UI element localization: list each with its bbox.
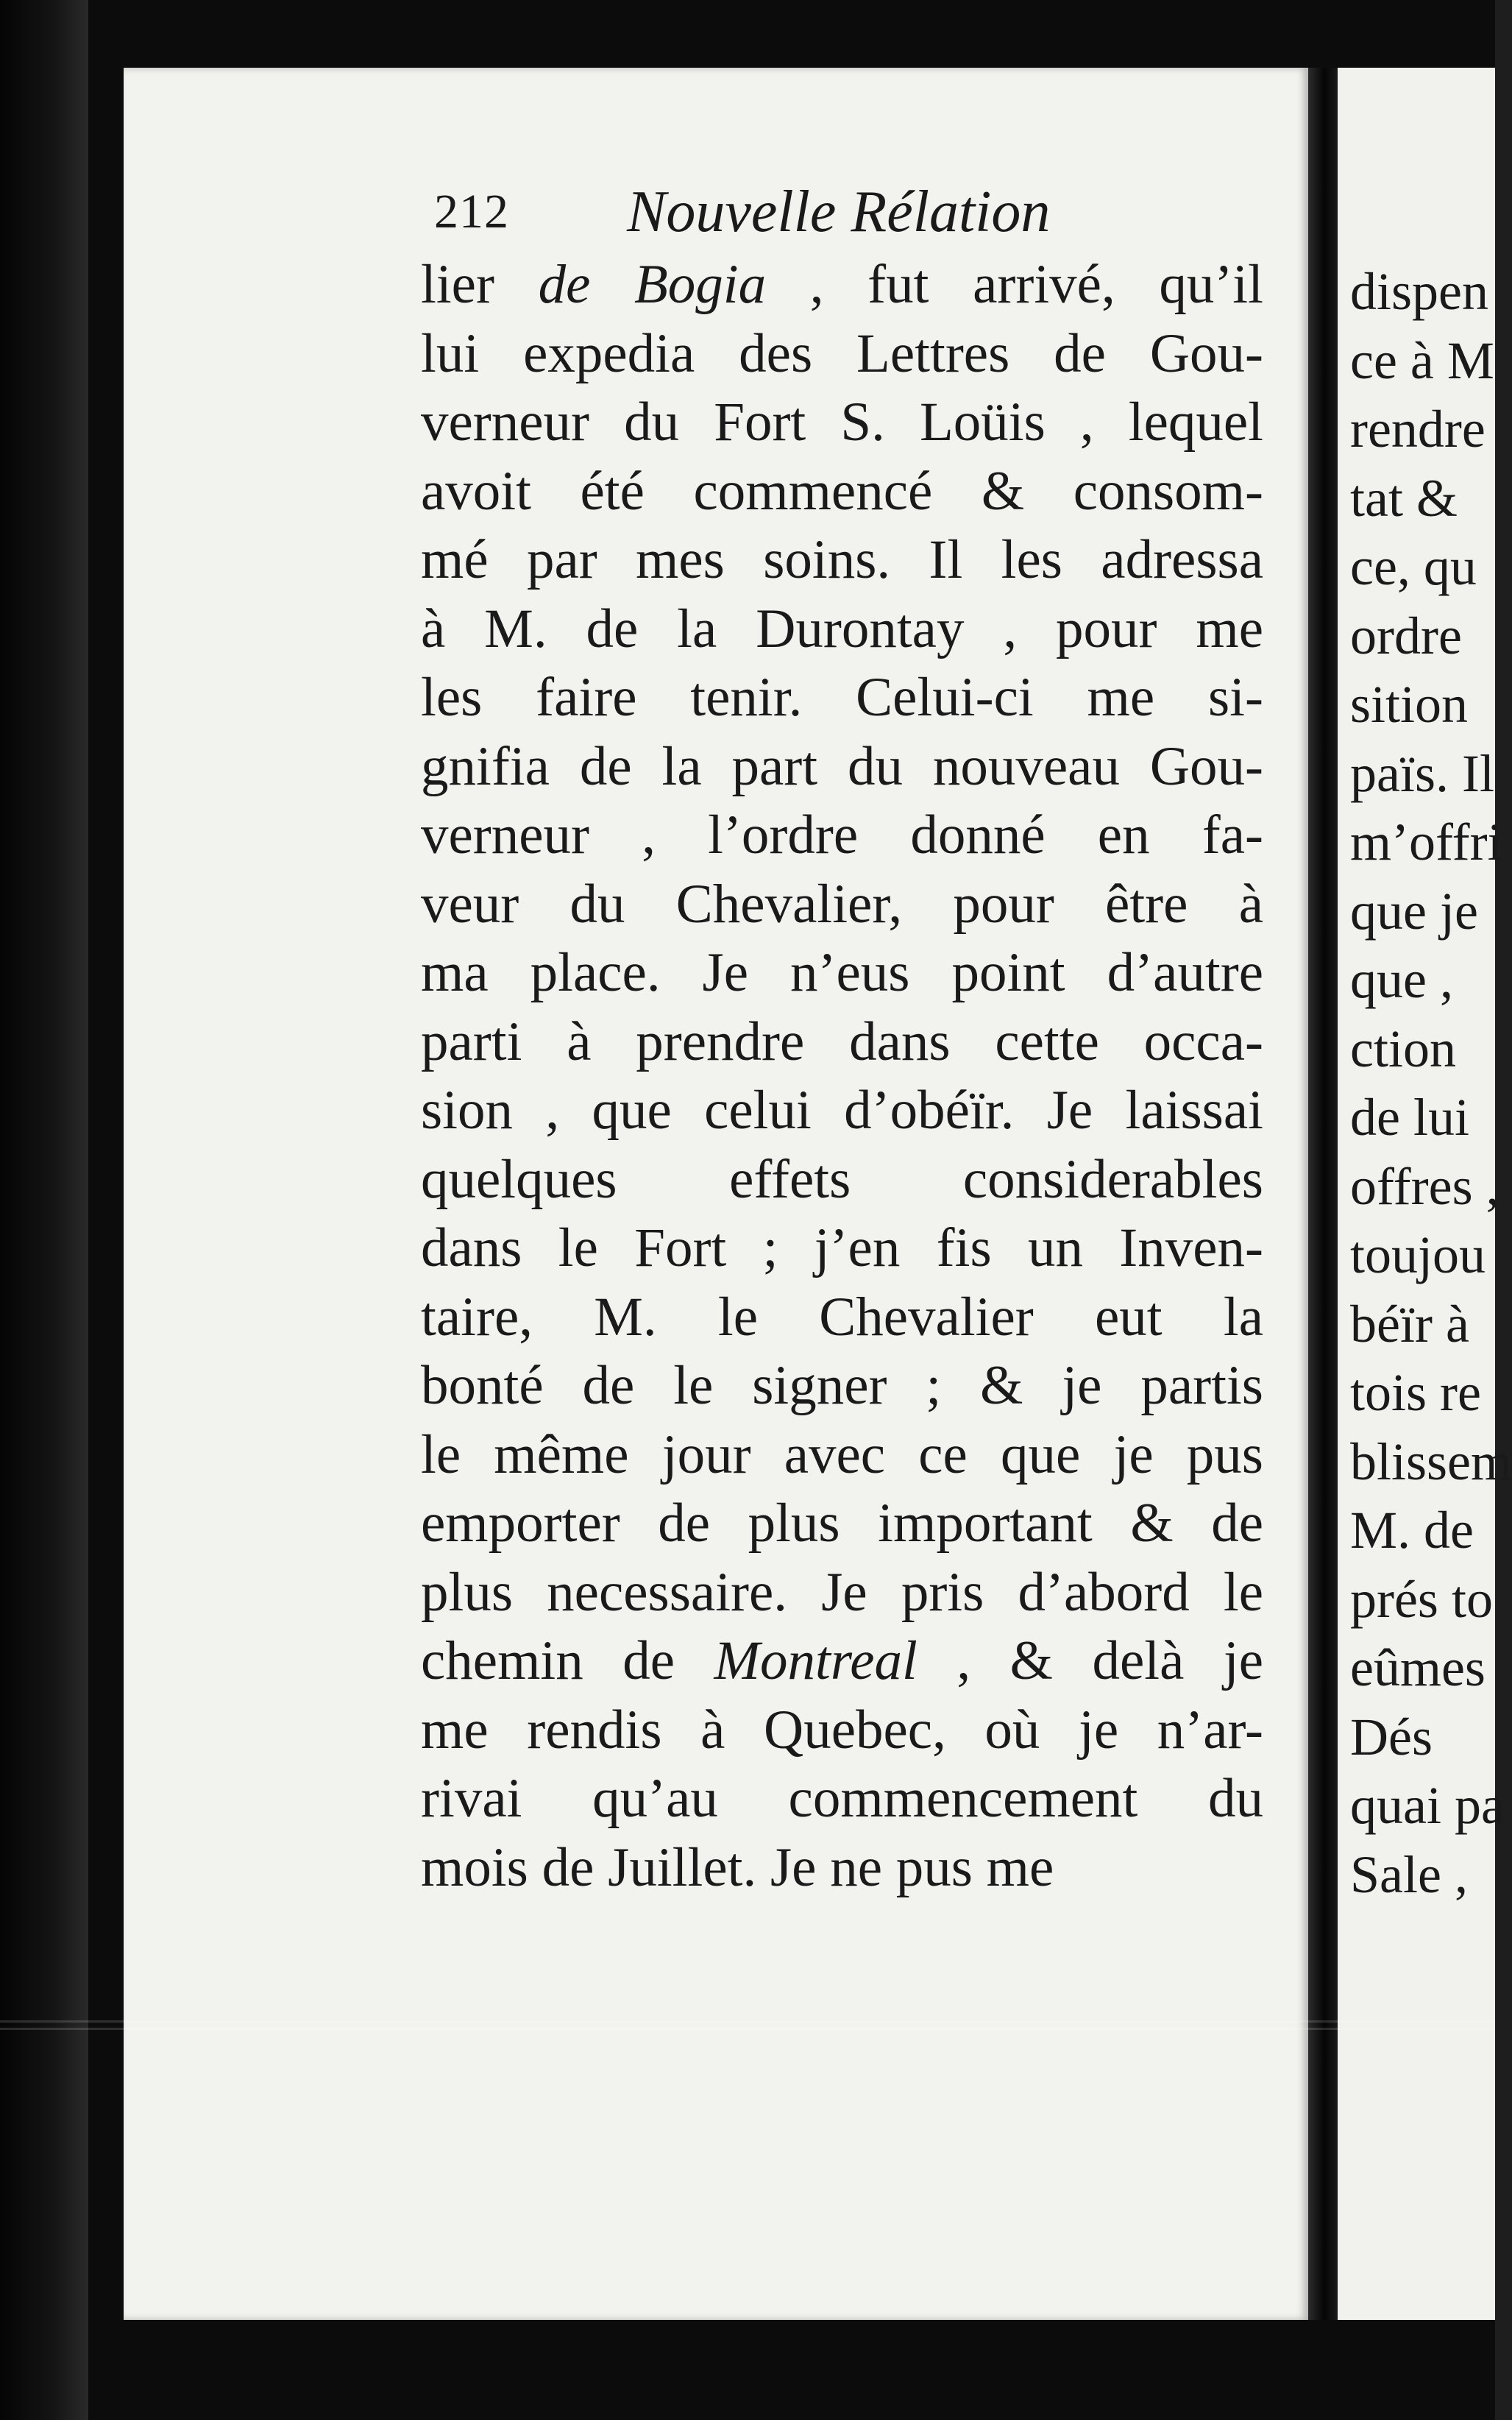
text-line <box>421 1214 1263 1283</box>
text-line: eûmes <box>1350 1638 1486 1697</box>
text-segment: sion , que celui d’obéïr. Je laissai <box>421 1080 1263 1141</box>
text-line: blissem <box>1350 1432 1512 1491</box>
text-segment: emporter de plus important & de <box>421 1493 1263 1554</box>
text-line <box>421 870 1263 939</box>
text-line: tois re <box>1350 1363 1481 1422</box>
text-segment: avoit été commencé & consom- <box>421 460 1263 522</box>
text-segment: lier <box>421 254 539 315</box>
text-segment: bonté de le signer ; & je partis <box>421 1355 1263 1416</box>
text-segment: veur du Chevalier, pour être à <box>421 873 1263 935</box>
text-line <box>421 1627 1263 1696</box>
text-segment: parti à prendre dans cette occa- <box>421 1011 1263 1072</box>
text-segment: les faire tenir. Celui-ci me si- <box>421 667 1263 728</box>
text-line <box>421 1833 1263 1903</box>
text-line: M. de <box>1350 1501 1474 1560</box>
text-line: païs. Il <box>1350 743 1494 803</box>
text-segment: lui expedia des Lettres de Gou- <box>421 322 1263 384</box>
scan-artifact-line <box>0 2020 1495 2023</box>
text-line <box>421 1696 1263 1765</box>
text-line <box>421 1489 1263 1558</box>
book-edge-shadow <box>0 0 88 2420</box>
text-segment: , & delà je <box>917 1630 1263 1691</box>
running-title: Nouvelle Rélation <box>627 180 1051 244</box>
text-line: toujou <box>1350 1225 1486 1284</box>
text-segment: verneur du Fort S. Loüis , lequel <box>421 392 1263 453</box>
text-segment: dans le Fort ; j’en fis un Inven- <box>421 1217 1263 1278</box>
text-line <box>421 595 1263 664</box>
text-segment: à M. de la Durontay , pour me <box>421 598 1263 659</box>
text-segment: quelques effets considerables <box>421 1148 1263 1210</box>
text-line <box>421 1008 1263 1077</box>
left-page-text <box>421 250 1263 1902</box>
text-line <box>421 938 1263 1008</box>
text-line <box>421 526 1263 595</box>
text-segment: verneur , l’ordre donné en fa- <box>421 804 1263 866</box>
text-line: que , <box>1350 950 1453 1009</box>
text-segment: taire, M. le Chevalier eut la <box>421 1286 1263 1348</box>
text-line: ordre <box>1350 606 1462 665</box>
text-line: ction <box>1350 1019 1456 1078</box>
text-line: prés to <box>1350 1569 1493 1629</box>
text-line <box>421 801 1263 870</box>
text-line <box>421 1764 1263 1833</box>
text-line <box>421 1283 1263 1352</box>
text-line: de lui <box>1350 1088 1469 1147</box>
text-line <box>421 388 1263 457</box>
text-line: offres , <box>1350 1156 1499 1216</box>
text-segment: mois de Juillet. Je ne pus me <box>421 1836 1054 1898</box>
text-line <box>421 319 1263 389</box>
running-head <box>434 175 1280 256</box>
text-segment: , fut arrivé, qu’il <box>766 254 1263 315</box>
text-line: sition <box>1350 675 1469 734</box>
text-segment: mé par mes soins. Il les adressa <box>421 529 1263 590</box>
text-line: que je <box>1350 881 1478 941</box>
text-segment: plus necessaire. Je pris d’abord le <box>421 1561 1263 1623</box>
text-line <box>421 457 1263 526</box>
book-gutter <box>1308 68 1338 2320</box>
text-line: dispen <box>1350 262 1488 321</box>
text-line: ce à M <box>1350 330 1494 390</box>
text-line: tat & <box>1350 468 1458 528</box>
text-segment: me rendis à Quebec, où je n’ar- <box>421 1699 1263 1761</box>
text-line <box>421 250 1263 319</box>
text-line <box>421 1076 1263 1145</box>
text-line <box>421 1351 1263 1420</box>
text-line <box>421 732 1263 802</box>
text-line: m’offri <box>1350 813 1502 871</box>
text-line <box>421 1420 1263 1490</box>
text-line: quai pa <box>1350 1776 1505 1835</box>
text-segment: ma place. Je n’eus point d’autre <box>421 942 1263 1003</box>
text-segment: rivai qu’au commencement du <box>421 1768 1263 1829</box>
text-segment: le même jour avec ce que je pus <box>421 1423 1263 1485</box>
scan-artifact-line <box>0 2028 1495 2030</box>
text-line: rendre <box>1350 400 1486 459</box>
text-line: Dés <box>1350 1707 1433 1766</box>
text-segment: gnifia de la part du nouveau Gou- <box>421 735 1263 797</box>
right-page-text-fragment <box>1350 258 1512 1909</box>
text-line: Sale , <box>1350 1844 1468 1904</box>
page-number: 212 <box>434 185 509 238</box>
text-line <box>421 1145 1263 1214</box>
text-segment: chemin de <box>421 1630 714 1691</box>
text-line <box>421 1558 1263 1627</box>
italic-text: Montreal <box>714 1630 918 1691</box>
text-line: ce, qu <box>1350 537 1477 596</box>
text-line: béïr à <box>1350 1294 1469 1354</box>
text-line <box>421 663 1263 732</box>
italic-text: de Bogia <box>538 254 767 315</box>
